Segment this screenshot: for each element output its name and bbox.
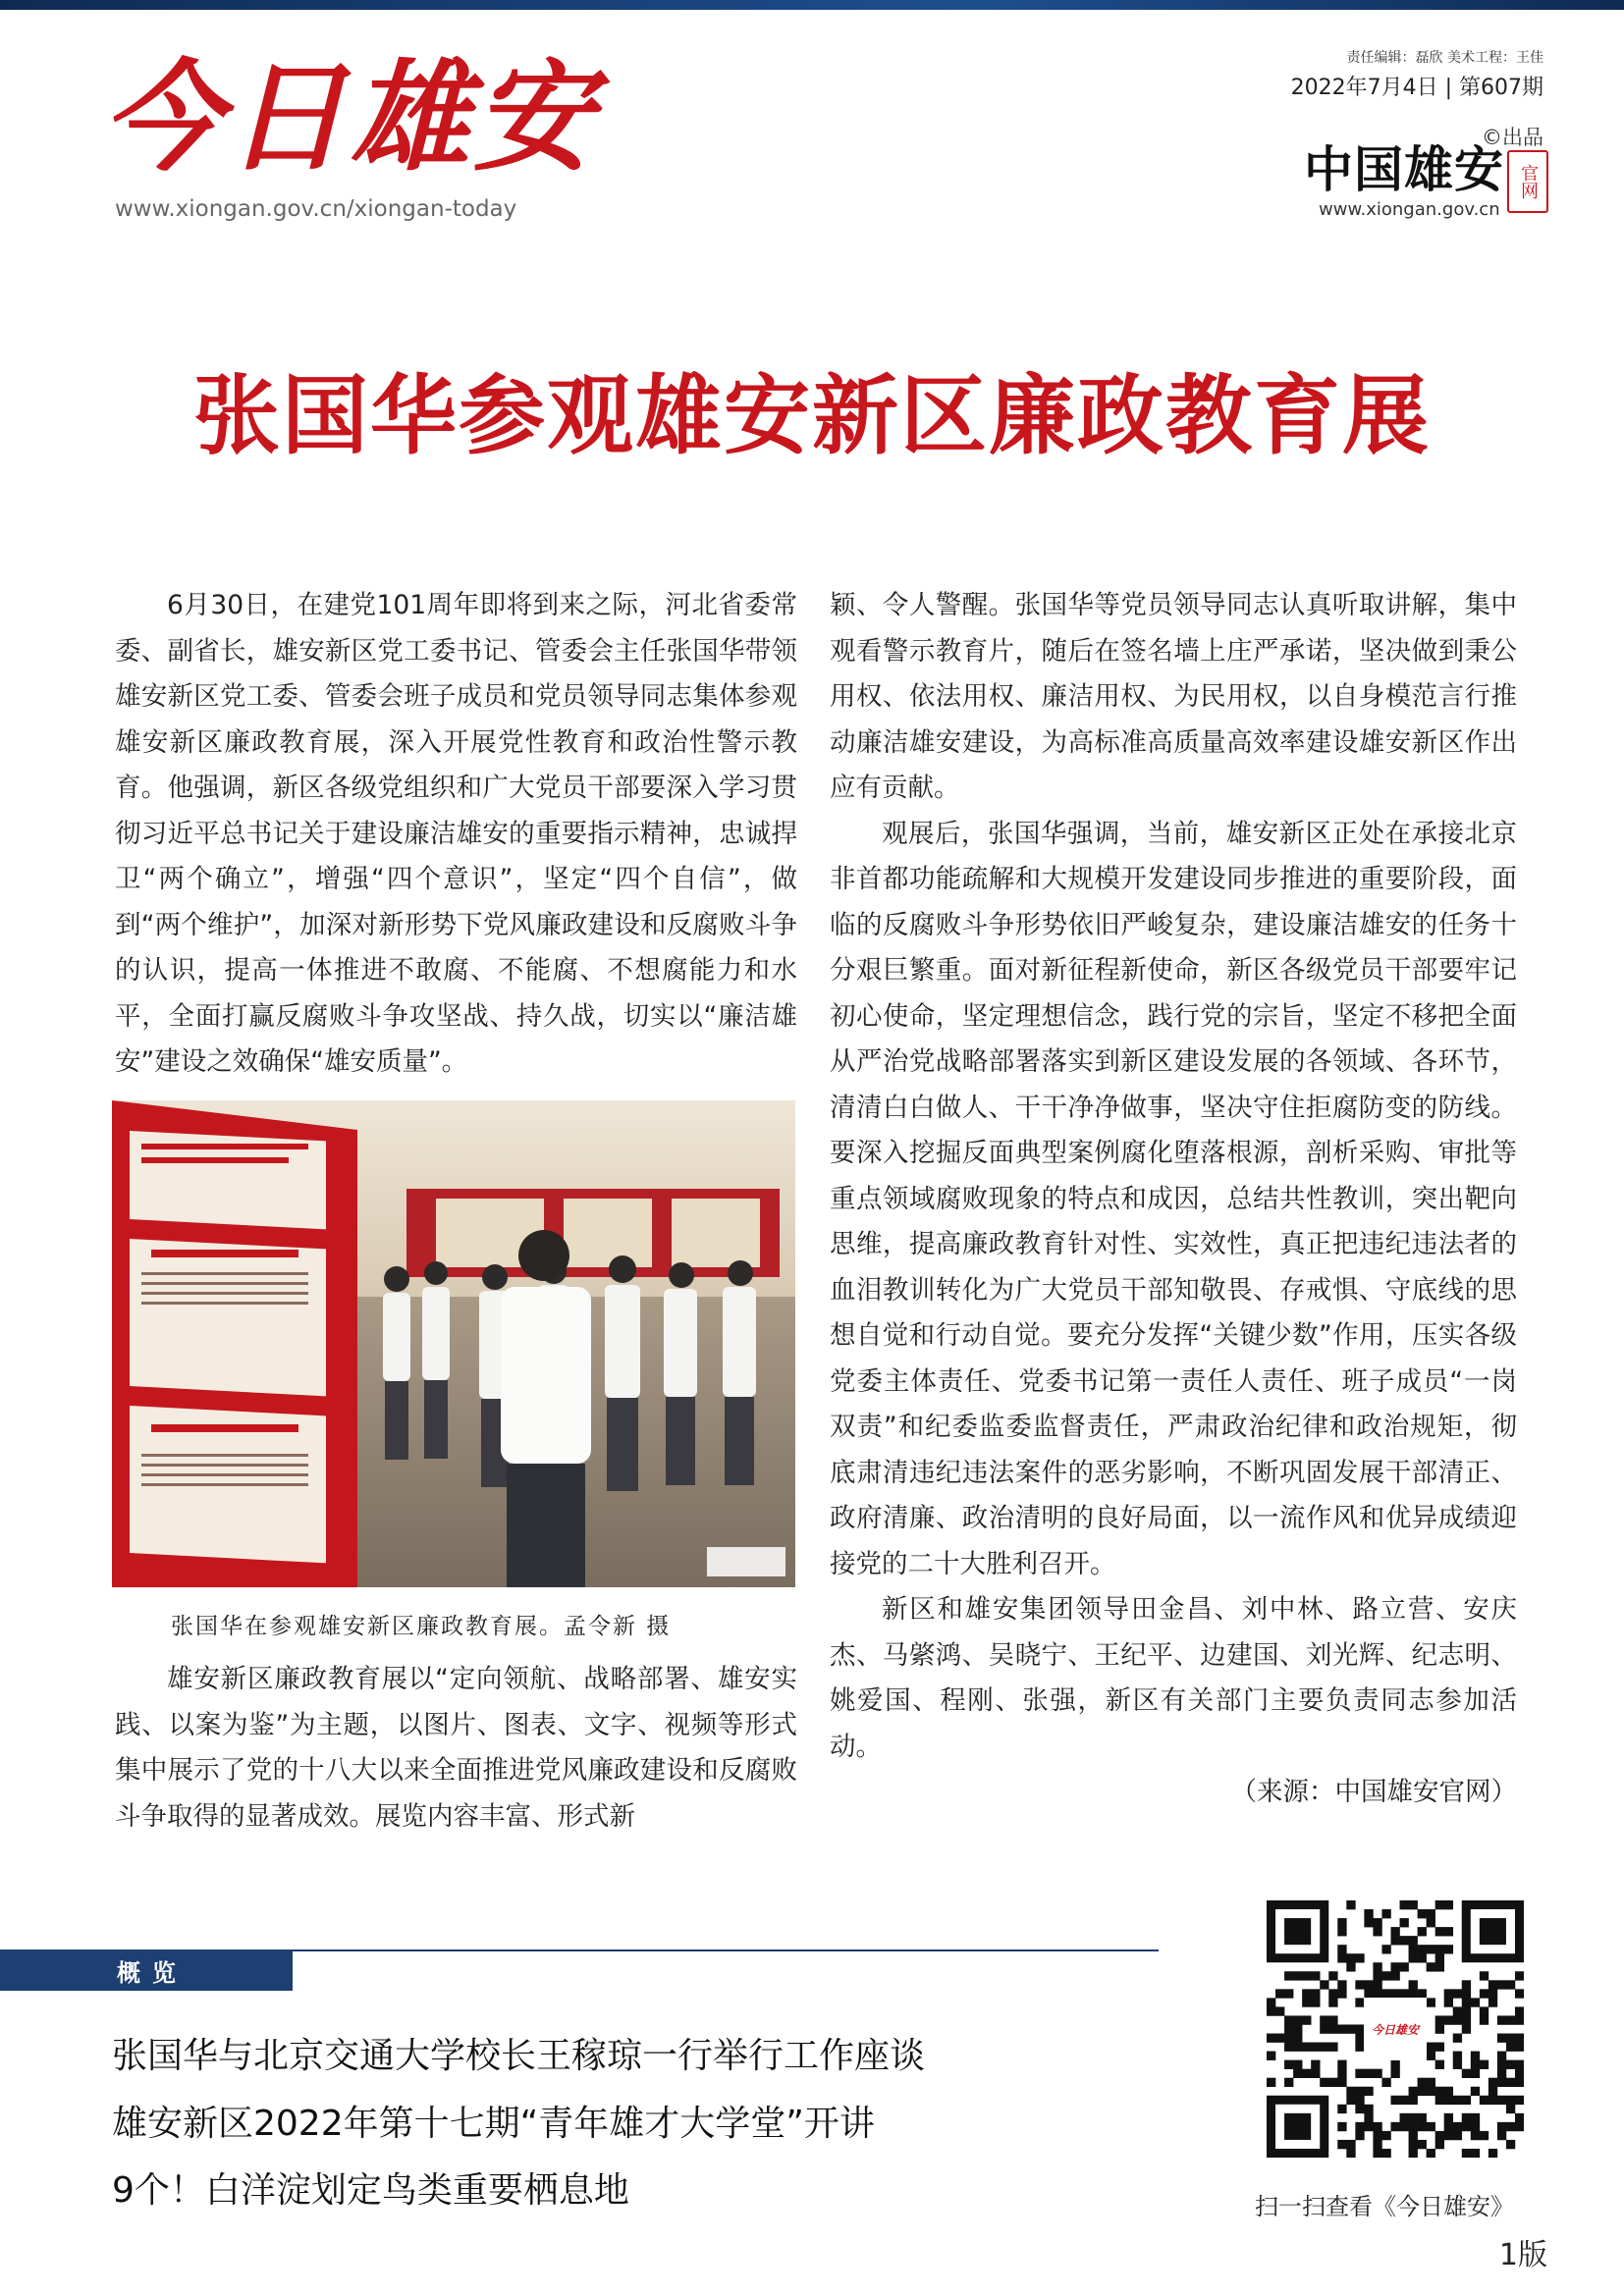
publisher-url[interactable]: www.xiongan.gov.cn xyxy=(1319,199,1500,220)
publisher-seal: 官网 xyxy=(1507,150,1548,213)
publisher-note: ©出品 xyxy=(1482,126,1543,149)
photo-caption: 张国华在参观雄安新区廉政教育展。孟令新 摄 xyxy=(171,1614,672,1639)
article-column-left-top xyxy=(115,583,797,1086)
article-paragraph-continued: 颖、令人警醒。张国华等党员领导同志认真听取讲解，集中观看警示教育片，随后在签名墙上庄严承诺，坚决做到秉公用权、依法用权、廉洁用权、为民用权，以自身模范言行推动廉洁雄安建设，为高标准高质量高效率建设雄安新区作出应有贡献。 xyxy=(830,590,1517,803)
article-column-left-bottom xyxy=(115,1657,797,1840)
article-headline: 张国华参观雄安新区廉政教育展 xyxy=(192,365,1431,466)
exhibition-photo-illustration xyxy=(112,1100,795,1587)
masthead-url[interactable]: www.xiongan.gov.cn/xiongan-today xyxy=(115,196,517,222)
article-paragraph: 新区和雄安集团领导田金昌、刘中林、路立营、安庆杰、马綮鸿、吴晓宁、王纪平、边建国、刘光辉、纪志明、姚爱国、程刚、张强，新区有关部门主要负责同志参加活动。 xyxy=(830,1594,1517,1762)
qr-center-logo xyxy=(1364,1998,1427,2060)
overview-item[interactable]: 张国华与北京交通大学校长王稼琼一行举行工作座谈 xyxy=(112,2036,926,2076)
qr-caption: 扫一扫查看《今日雄安》 xyxy=(1255,2193,1514,2220)
editor-credits: 责任编辑：磊欣 美术工程：王佳 xyxy=(1346,50,1543,66)
article-paragraph: 观展后，张国华强调，当前，雄安新区正处在承接北京非首都功能疏解和大规模开发建设同步推进的重要阶段，面临的反腐败斗争形势依旧严峻复杂，建设廉洁雄安的任务十分艰巨繁重。面对新征程新使命，新区各级党员干部要牢记初心使命，坚定理想信念，践行党的宗旨，坚定不移把全面从严治党战略部署落实到新区建设发展的各领域、各环节，清清白白做人、干干净净做事，坚决守住拒腐防变的防线。要深入挖掘反面典型案例腐化堕落根源，剖析采购、审批等重点领域腐败现象的特点和成因，总结共性教训，突出靶向思维，提高廉政教育针对性、实效性，真正把违纪违法者的血泪教训转化为广大党员干部知敬畏、存戒惧、守底线的思想自觉和行动自觉。要充分发挥“关键少数”作用，压实各级党委主体责任、党委书记第一责任人责任、班子成员“一岗双责”和纪委监委监督责任，严肃政治纪律和政治规矩，彻底肃清违纪违法案件的恶劣影响，不断巩固发展干部清正、政府清廉、政治清明的良好局面，以一流作风和优异成绩迎接党的二十大胜利召开。 xyxy=(830,818,1517,1579)
article-paragraph: 6月30日，在建党101周年即将到来之际，河北省委常委、副省长，雄安新区党工委书记、管委会主任张国华带领雄安新区党工委、管委会班子成员和党员领导同志集体参观雄安新区廉政教育展，深入开展党性教育和政治性警示教育。他强调，新区各级党组织和广大党员干部要深入学习贯彻习近平总书记关于建设廉洁雄安的重要指示精神，忠诚捍卫“两个确立”，增强“四个意识”，坚定“四个自信”，做到“两个维护”，加深对新形势下党风廉政建设和反腐败斗争的认识，提高一体推进不敢腐、不能腐、不想腐能力和水平，全面打赢反腐败斗争攻坚战、持久战，切实以“廉洁雄安”建设之效确保“雄安质量”。 xyxy=(115,590,797,1077)
article-paragraph: 雄安新区廉政教育展以“定向领航、战略部署、雄安实践、以案为鉴”为主题，以图片、图表、文字、视频等形式集中展示了党的十八大以来全面推进党风廉政建设和反腐败斗争取得的显著成效。展览内容丰富、形式新 xyxy=(115,1664,797,1832)
page-number: 1版 xyxy=(1498,2238,1547,2272)
article-source: （来源：中国雄安官网） xyxy=(1230,1777,1517,1807)
issue-date: 2022年7月4日 | 第607期 xyxy=(1290,76,1543,100)
overview-item[interactable]: 雄安新区2022年第十七期“青年雄才大学堂”开讲 xyxy=(112,2104,875,2144)
article-photo xyxy=(112,1100,795,1587)
masthead-logo: 今日雄安 xyxy=(102,46,597,187)
overview-item[interactable]: 9个！白洋淀划定鸟类重要栖息地 xyxy=(112,2170,629,2211)
top-color-bar xyxy=(0,0,1624,10)
publisher-logo: 中国雄安 xyxy=(1304,140,1504,198)
overview-section-label: 概览 xyxy=(0,1949,293,1991)
article-column-right xyxy=(830,583,1517,1816)
qr-center-logo-text: 今日雄安 xyxy=(1371,2022,1419,2037)
